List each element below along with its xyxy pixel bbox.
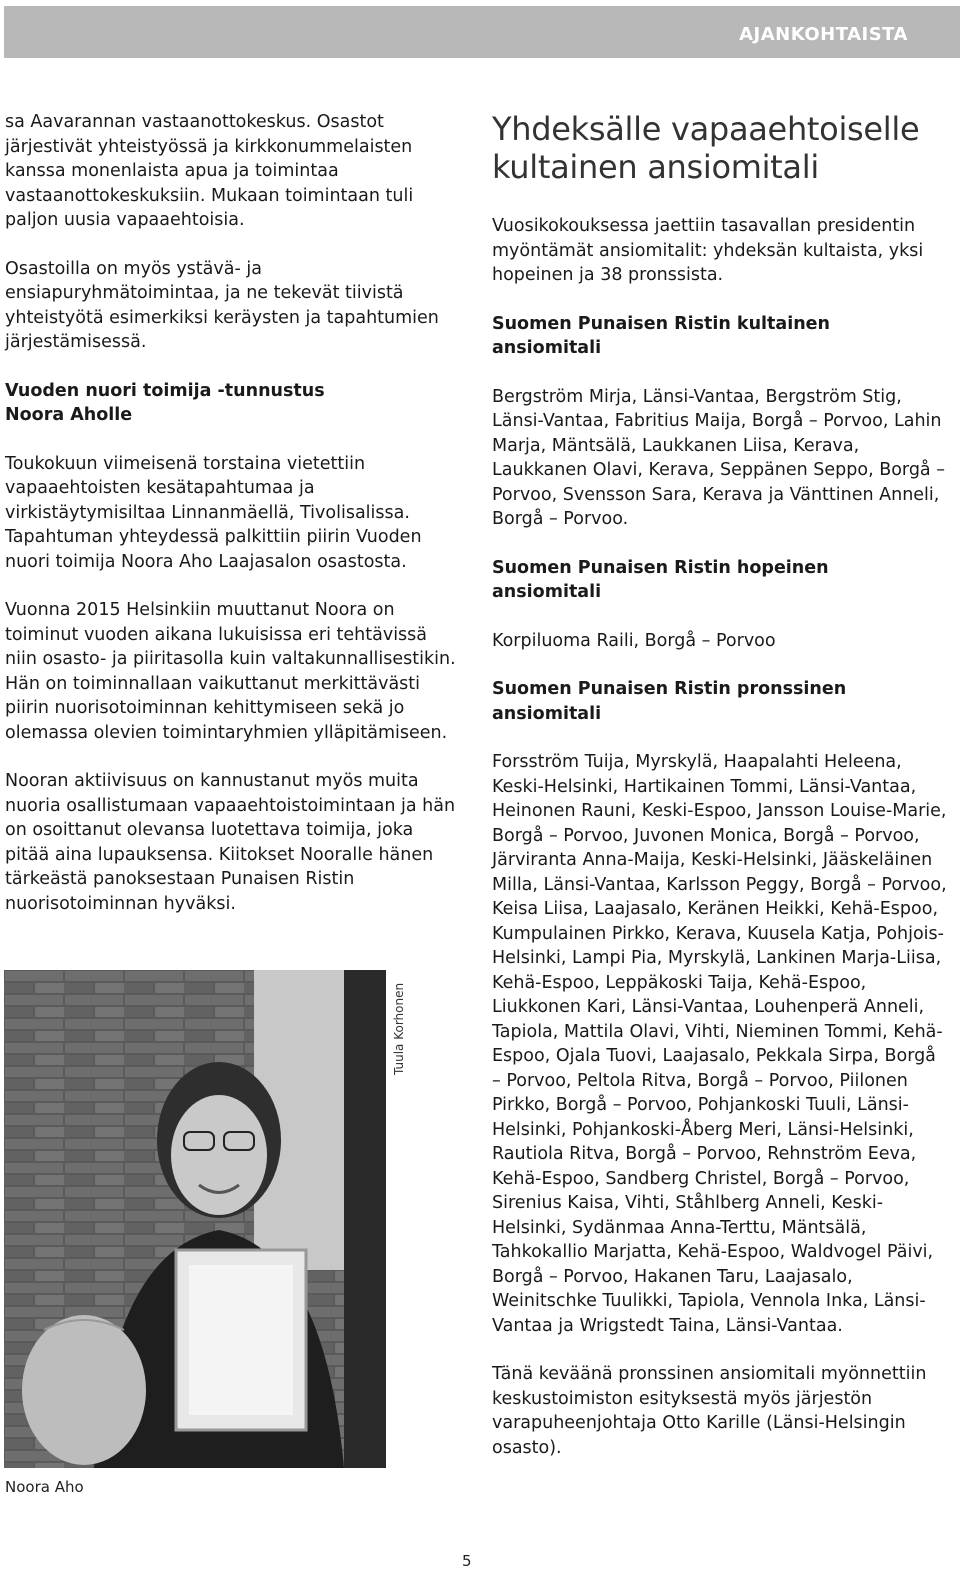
photo-credit-text: Tuula Korhonen — [392, 982, 406, 1075]
gold-medal-heading-line: Suomen Punaisen Ristin kultainen — [492, 313, 830, 334]
bronze-medal-recipients: Forsström Tuija, Myrskylä, Haapalahti Heleena, Keski-Helsinki, Hartikainen Tommi, Länsi-Vantaa, Heinonen Rauni, Keski-Espoo, Jansson Louise-Marie, Borgå – Porvoo, Juvonen Monica, Borgå – Porvoo, Järviranta Anna-Maija, Keski-Helsinki, Jääskeläinen Milla, Länsi-Vantaa, Karlsson Peggy, Borgå – Porvoo, Keisa Liisa, Laajasalo, Keränen Heikki, Kehä-Espoo, Kumpulainen Pirkko, Kerava, Kuusela Katja, Pohjois-Helsinki, Lampi Pia, Myrskylä, Lankinen Marja-Liisa, Kehä-Espoo, Leppäkoski Taija, Kehä-Espoo, Liukkonen Kari, Länsi-Vantaa, Louhenperä Anneli, Tapiola, Mattila Olavi, Vihti, Nieminen Tommi, Kehä-Espoo, Ojala Tuovi, Laajasalo, Pekkala Sirpa, Borgå – Porvoo, Peltola Ritva, Borgå – Porvoo, Piilonen Pirkko, Borgå – Porvoo, Pohjankoski Tuuli, Länsi-Helsinki, Pohjankoski-Åberg Meri, Länsi-Helsinki, Rautiola Ritva, Borgå – Porvoo, Rehnström Eeva, Kehä-Espoo, Sandberg Christel, Borgå – Porvoo, Sirenius Kaisa, Vihti, Ståhlberg Anneli, Keski-Helsinki, Sydänmaa Anna-Terttu, Mäntsälä, Tahkokallio Marjatta, Kehä-Espoo, Waldvogel Päivi, Borgå – Porvoo, Hakanen Taru, Laajasalo, Weinitschke Tuulikki, Tapiola, Vennola Inka, Länsi-Vantaa ja Wrigstedt Taina, Länsi-Vantaa. — [492, 752, 947, 1336]
right-column — [492, 110, 947, 1484]
section-header-bar — [4, 6, 960, 58]
left-column — [5, 110, 460, 940]
article-title: Yhdeksälle vapaaehtoiselle kultainen ansiomitali — [492, 110, 920, 186]
section-label: AJANKOHTAISTA — [739, 24, 908, 45]
body-paragraph: Toukokuun viimeisenä torstaina vietettiin vapaaehtoisten kesätapahtumaa ja virkistäytymisiltaa Linnanmäellä, Tivolisalissa. Tapahtuman yhteydessä palkittiin piirin Vuoden nuori toimija Noora Aho Laajasalon osastosta. — [5, 453, 422, 572]
gold-medal-recipients: Bergström Mirja, Länsi-Vantaa, Bergström Stig, Länsi-Vantaa, Fabritius Maija, Borgå – Porvoo, Lahin Marja, Mäntsälä, Laukkanen Liisa, Kerava, Laukkanen Olavi, Kerava, Seppänen Seppo, Borgå – Porvoo, Svensson Sara, Kerava ja Vänttinen Anneli, Borgå – Porvoo. — [492, 386, 945, 529]
intro-paragraph: Osastoilla on myös ystävä- ja ensiapuryhmätoimintaa, ja ne tekevät tiivistä yhteistyötä esimerkiksi keräysten ja tapahtumien järjestämisessä. — [5, 258, 439, 352]
silver-medal-heading-line: Suomen Punaisen Ristin hopeinen — [492, 557, 829, 578]
bronze-medal-heading-line: ansiomitali — [492, 703, 602, 724]
silver-medal-recipients: Korpiluoma Raili, Borgå – Porvoo — [492, 630, 776, 651]
gold-medal-heading-line: ansiomitali — [492, 338, 602, 358]
portrait-photo — [4, 970, 386, 1468]
body-paragraph: Vuonna 2015 Helsinkiin muuttanut Noora on toiminut vuoden aikana lukuisissa eri tehtävissä niin osasto- ja piiritasolla kuin valtakunnallisestikin. Hän on toiminnallaan vaikuttanut merkittävästi piirin nuorisotoiminnan kehittymiseen sekä jo olemassa olevien toimintaryhmien ylläpitämiseen. — [5, 600, 456, 743]
photo-caption: Noora Aho — [5, 1478, 84, 1496]
photo-credit — [392, 975, 406, 1075]
youth-award-heading — [5, 379, 460, 428]
silver-medal-heading-line: ansiomitali — [492, 582, 602, 602]
bronze-medal-heading-line: Suomen Punaisen Ristin pronssinen — [492, 679, 847, 699]
youth-award-heading-line: Vuoden nuori toimija -tunnustus — [5, 380, 325, 401]
intro-paragraph: sa Aavarannan vastaanottokeskus. Osastot järjestivät yhteistyössä ja kirkkonummelaisten kanssa monenlaista apua ja toimintaa vastaanottokeskuksiin. Mukaan toimintaan tuli paljon uusia vapaaehtoisia. — [5, 112, 414, 230]
closing-paragraph: Tänä keväänä pronssinen ansiomitali myönnettiin keskustoimiston esityksestä myös järjestön varapuheenjohtaja Otto Karille (Länsi-Helsingin osasto). — [492, 1364, 927, 1458]
article-intro: Vuosikokouksessa jaettiin tasavallan presidentin myöntämät ansiomitalit: yhdeksän kultaista, yksi hopeinen ja 38 pronssista. — [492, 216, 924, 285]
youth-award-heading-line: Noora Aholle — [5, 405, 133, 425]
gold-medal-heading — [492, 312, 947, 361]
bronze-medal-heading — [492, 677, 947, 726]
silver-medal-heading — [492, 556, 947, 605]
page-number: 5 — [462, 1552, 472, 1570]
body-paragraph: Nooran aktiivisuus on kannustanut myös muita nuoria osallistumaan vapaaehtoistoimintaan ja hän on osoittanut olevansa luotettava toimija, joka pitää aina lupauksensa. Kiitokset Nooralle hänen tärkeästä panoksestaan Punaisen Ristin nuorisotoiminnan hyväksi. — [5, 771, 456, 914]
